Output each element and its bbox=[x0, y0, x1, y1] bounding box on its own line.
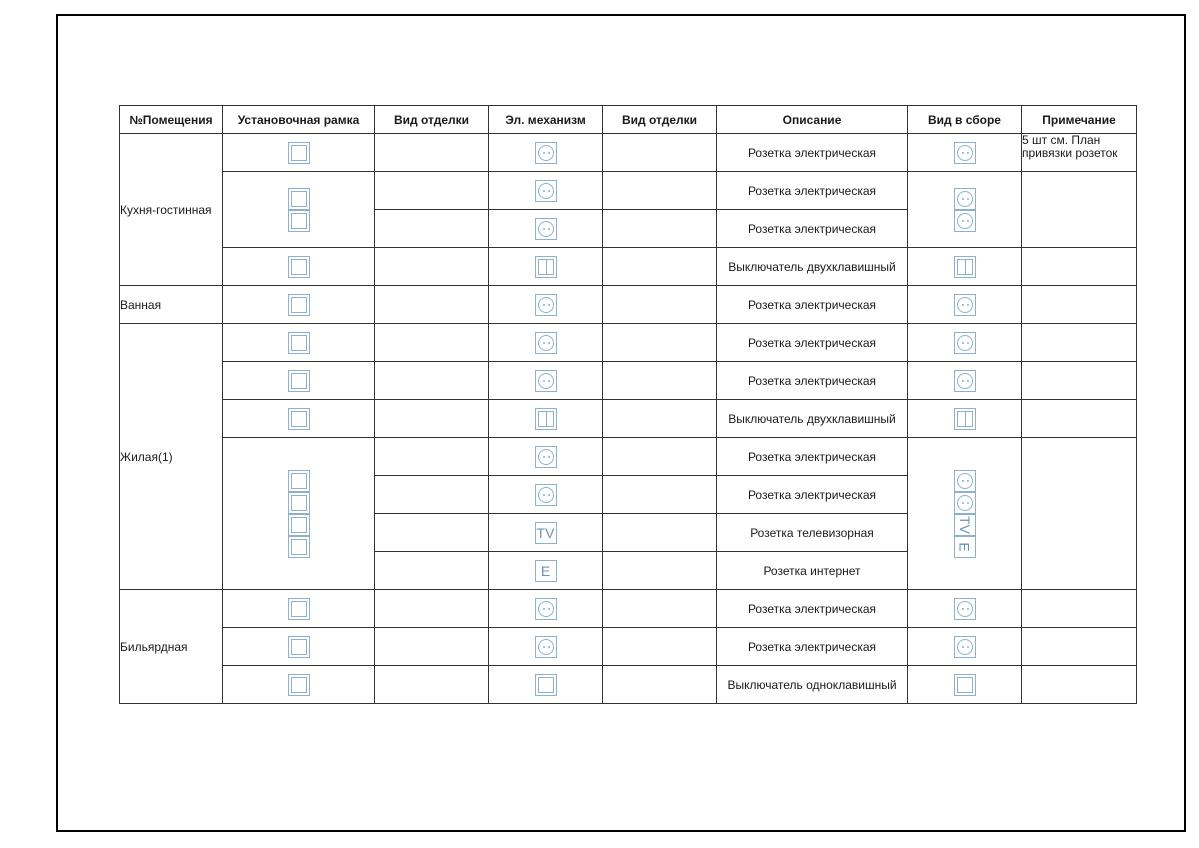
finish-cell bbox=[603, 590, 717, 628]
finish-cell bbox=[603, 286, 717, 324]
socket-icon bbox=[954, 492, 976, 514]
finish-cell bbox=[603, 438, 717, 476]
frame-cell bbox=[223, 286, 375, 324]
header-assembly: Вид в сборе bbox=[908, 106, 1022, 134]
socket-icon bbox=[954, 210, 976, 232]
header-finish-1: Вид отделки bbox=[375, 106, 489, 134]
assembly-cell bbox=[908, 362, 1022, 400]
header-description: Описание bbox=[717, 106, 908, 134]
table-row bbox=[120, 286, 1137, 324]
finish-cell bbox=[603, 134, 717, 172]
note-cell bbox=[1022, 400, 1137, 438]
frame-icon bbox=[288, 514, 310, 536]
socket-icon bbox=[535, 484, 557, 506]
mechanism-cell bbox=[489, 248, 603, 286]
assembly-cell bbox=[908, 666, 1022, 704]
header-row bbox=[120, 106, 1137, 134]
single-switch-icon bbox=[954, 674, 976, 696]
description-cell: Розетка электрическая bbox=[717, 438, 908, 476]
frame-icon bbox=[288, 536, 310, 558]
socket-icon bbox=[535, 294, 557, 316]
socket-icon bbox=[535, 636, 557, 658]
frame-cell bbox=[223, 400, 375, 438]
description-cell: Выключатель двухклавишный bbox=[717, 248, 908, 286]
table-row bbox=[120, 134, 1137, 172]
room-cell: Бильярдная bbox=[120, 590, 223, 704]
table-row bbox=[120, 628, 1137, 666]
finish-cell bbox=[375, 476, 489, 514]
assembly-cell bbox=[908, 590, 1022, 628]
finish-cell bbox=[375, 362, 489, 400]
note-cell bbox=[1022, 286, 1137, 324]
table-row bbox=[120, 438, 1137, 476]
finish-cell bbox=[603, 514, 717, 552]
mechanism-cell bbox=[489, 552, 603, 590]
table-row bbox=[120, 362, 1137, 400]
frame-icon bbox=[288, 408, 310, 430]
table-row bbox=[120, 324, 1137, 362]
note-cell bbox=[1022, 628, 1137, 666]
note-cell bbox=[1022, 666, 1137, 704]
assembly-cell bbox=[908, 172, 1022, 248]
mechanism-cell bbox=[489, 210, 603, 248]
frame-cell bbox=[223, 248, 375, 286]
description-cell: Розетка электрическая bbox=[717, 476, 908, 514]
description-cell: Розетка электрическая bbox=[717, 590, 908, 628]
finish-cell bbox=[375, 514, 489, 552]
description-cell: Розетка электрическая bbox=[717, 172, 908, 210]
description-cell: Розетка электрическая bbox=[717, 362, 908, 400]
socket-icon bbox=[954, 188, 976, 210]
header-note: Примечание bbox=[1022, 106, 1137, 134]
frame-icon bbox=[288, 188, 310, 210]
description-cell: Розетка электрическая bbox=[717, 628, 908, 666]
frame-cell bbox=[223, 362, 375, 400]
mechanism-cell bbox=[489, 134, 603, 172]
double-switch-icon bbox=[954, 408, 976, 430]
description-cell: Розетка электрическая bbox=[717, 210, 908, 248]
assembly-cell bbox=[908, 324, 1022, 362]
finish-cell bbox=[603, 362, 717, 400]
double-switch-icon bbox=[535, 408, 557, 430]
frame-icon bbox=[288, 256, 310, 278]
double-switch-icon bbox=[954, 256, 976, 278]
double-switch-icon bbox=[535, 256, 557, 278]
table-row bbox=[120, 400, 1137, 438]
assembly-cell bbox=[908, 628, 1022, 666]
frame-icon bbox=[288, 210, 310, 232]
note-cell bbox=[1022, 172, 1137, 248]
frame-cell bbox=[223, 590, 375, 628]
mechanism-cell bbox=[489, 362, 603, 400]
finish-cell bbox=[603, 476, 717, 514]
description-cell: Розетка телевизорная bbox=[717, 514, 908, 552]
socket-icon bbox=[954, 142, 976, 164]
tv-socket-icon: TV bbox=[535, 522, 557, 544]
mechanism-cell bbox=[489, 628, 603, 666]
finish-cell bbox=[375, 286, 489, 324]
table-row bbox=[120, 590, 1137, 628]
mechanism-cell bbox=[489, 438, 603, 476]
header-room: №Помещения bbox=[120, 106, 223, 134]
mechanism-cell bbox=[489, 286, 603, 324]
assembly-cell bbox=[908, 286, 1022, 324]
note-cell bbox=[1022, 590, 1137, 628]
frame-icon bbox=[288, 470, 310, 492]
description-cell: Выключатель одноклавишный bbox=[717, 666, 908, 704]
description-cell: Розетка электрическая bbox=[717, 324, 908, 362]
room-cell: Жилая(1) bbox=[120, 324, 223, 590]
socket-icon bbox=[954, 370, 976, 392]
header-finish-2: Вид отделки bbox=[603, 106, 717, 134]
finish-cell bbox=[375, 666, 489, 704]
spec-table bbox=[119, 105, 1137, 704]
socket-icon bbox=[954, 470, 976, 492]
socket-icon bbox=[535, 218, 557, 240]
socket-icon bbox=[954, 294, 976, 316]
socket-icon bbox=[535, 370, 557, 392]
finish-cell bbox=[603, 248, 717, 286]
frame-icon bbox=[288, 370, 310, 392]
internet-socket-icon: E bbox=[954, 536, 976, 558]
socket-icon bbox=[954, 636, 976, 658]
note-cell bbox=[1022, 438, 1137, 590]
finish-cell bbox=[375, 400, 489, 438]
finish-cell bbox=[375, 134, 489, 172]
note-cell bbox=[1022, 324, 1137, 362]
finish-cell bbox=[603, 400, 717, 438]
frame-cell bbox=[223, 172, 375, 248]
socket-icon bbox=[535, 142, 557, 164]
finish-cell bbox=[375, 552, 489, 590]
mechanism-cell bbox=[489, 590, 603, 628]
mechanism-cell bbox=[489, 666, 603, 704]
finish-cell bbox=[375, 210, 489, 248]
socket-icon bbox=[535, 598, 557, 620]
frame-cell bbox=[223, 324, 375, 362]
internet-socket-icon: E bbox=[535, 560, 557, 582]
frame-icon bbox=[288, 492, 310, 514]
note-cell: 5 шт см. План привязки розеток bbox=[1022, 134, 1137, 172]
finish-cell bbox=[375, 172, 489, 210]
finish-cell bbox=[603, 172, 717, 210]
mechanism-cell bbox=[489, 514, 603, 552]
frame-icon bbox=[288, 332, 310, 354]
note-cell bbox=[1022, 248, 1137, 286]
description-cell: Розетка интернет bbox=[717, 552, 908, 590]
frame-icon bbox=[288, 636, 310, 658]
socket-icon bbox=[535, 180, 557, 202]
description-cell: Розетка электрическая bbox=[717, 286, 908, 324]
description-cell: Выключатель двухклавишный bbox=[717, 400, 908, 438]
room-cell: Кухня-гостинная bbox=[120, 134, 223, 286]
frame-icon bbox=[288, 142, 310, 164]
finish-cell bbox=[603, 210, 717, 248]
finish-cell bbox=[603, 324, 717, 362]
finish-cell bbox=[375, 248, 489, 286]
socket-icon bbox=[535, 446, 557, 468]
single-switch-icon bbox=[535, 674, 557, 696]
frame-cell bbox=[223, 134, 375, 172]
finish-cell bbox=[375, 324, 489, 362]
finish-cell bbox=[375, 590, 489, 628]
assembly-cell bbox=[908, 248, 1022, 286]
socket-icon bbox=[954, 598, 976, 620]
socket-icon bbox=[954, 332, 976, 354]
description-cell: Розетка электрическая bbox=[717, 134, 908, 172]
frame-icon bbox=[288, 674, 310, 696]
frame-icon bbox=[288, 294, 310, 316]
frame-cell bbox=[223, 438, 375, 590]
mechanism-cell bbox=[489, 324, 603, 362]
room-cell: Ванная bbox=[120, 286, 223, 324]
tv-socket-icon: TV bbox=[954, 514, 976, 536]
assembly-cell bbox=[908, 400, 1022, 438]
assembly-cell bbox=[908, 438, 1022, 590]
header-frame: Установочная рамка bbox=[223, 106, 375, 134]
finish-cell bbox=[375, 628, 489, 666]
mechanism-cell bbox=[489, 476, 603, 514]
assembly-cell bbox=[908, 134, 1022, 172]
header-mechanism: Эл. механизм bbox=[489, 106, 603, 134]
finish-cell bbox=[603, 628, 717, 666]
note-cell bbox=[1022, 362, 1137, 400]
frame-icon bbox=[288, 598, 310, 620]
finish-cell bbox=[375, 438, 489, 476]
finish-cell bbox=[603, 552, 717, 590]
frame-cell bbox=[223, 666, 375, 704]
mechanism-cell bbox=[489, 400, 603, 438]
mechanism-cell bbox=[489, 172, 603, 210]
finish-cell bbox=[603, 666, 717, 704]
table-row bbox=[120, 248, 1137, 286]
socket-icon bbox=[535, 332, 557, 354]
frame-cell bbox=[223, 628, 375, 666]
table-row bbox=[120, 666, 1137, 704]
table-row bbox=[120, 172, 1137, 210]
